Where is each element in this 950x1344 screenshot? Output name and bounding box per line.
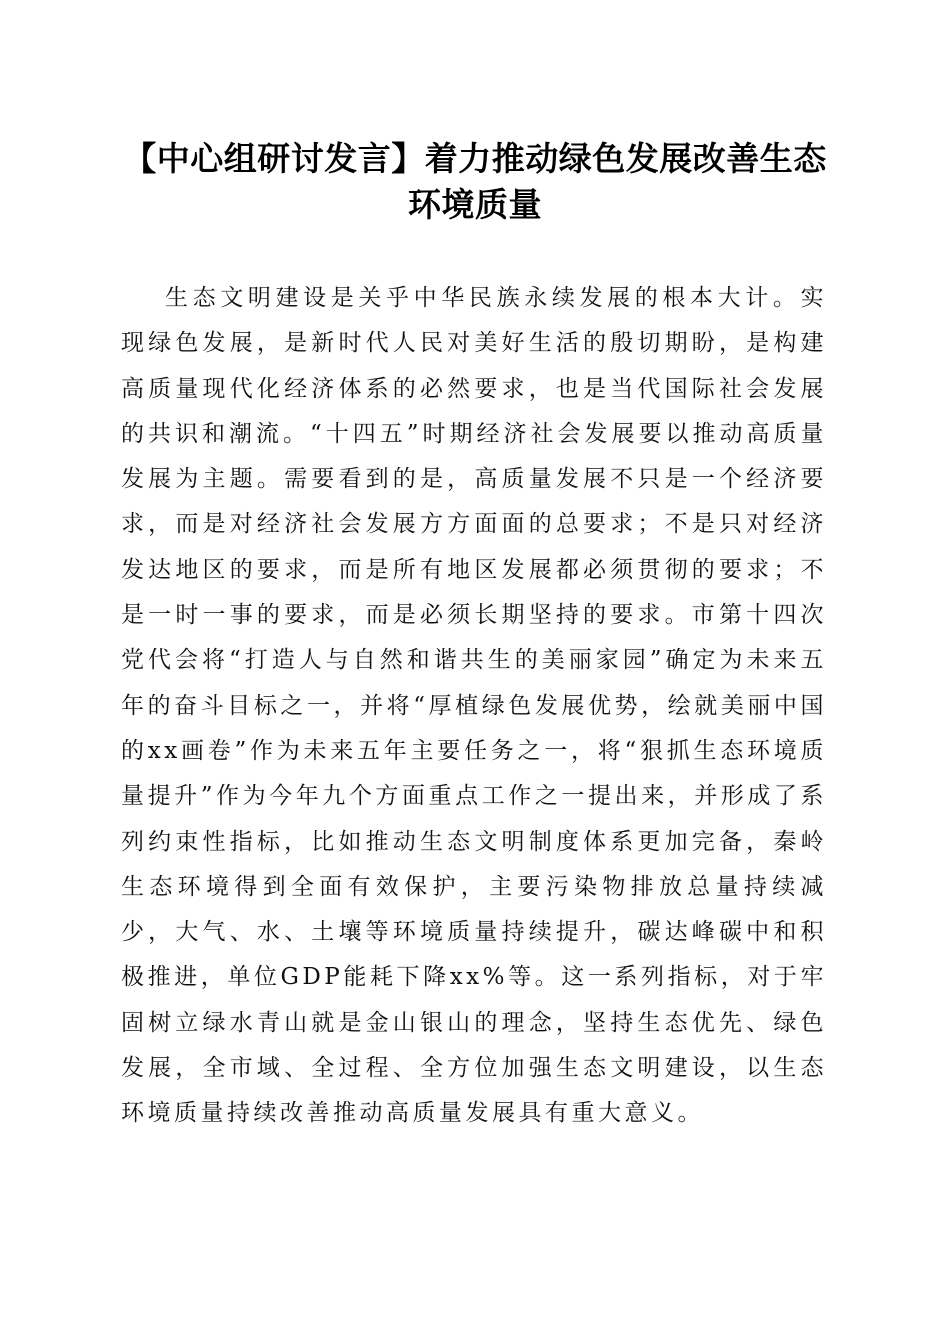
- body-paragraph: 生态文明建设是关乎中华民族永续发展的根本大计。实现绿色发展，是新时代人民对美好生活的殷切期盼，是构建高质量现代化经济体系的必然要求，也是当代国际社会发展的共识和潮流。“十四五”时期经济社会发展要以推动高质量发展为主题。需要看到的是，高质量发展不只是一个经济要求，而是对经济社会发展方方面面的总要求；不是只对经济发达地区的要求，而是所有地区发展都必须贯彻的要求；不是一时一事的要求，而是必须长期坚持的要求。市第十四次党代会将“打造人与自然和谐共生的美丽家园”确定为未来五年的奋斗目标之一，并将“厚植绿色发展优势，绘就美丽中国的xx画卷”作为未来五年主要任务之一，将“狠抓生态环境质量提升”作为今年九个方面重点工作之一提出来，并形成了系列约束性指标，比如推动生态文明制度体系更加完备，秦岭生态环境得到全面有效保护，主要污染物排放总量持续减少，大气、水、土壤等环境质量持续提升，碳达峰碳中和积极推进，单位GDP能耗下降xx%等。这一系列指标，对于牢固树立绿水青山就是金山银山的理念，坚持生态优先、绿色发展，全市域、全过程、全方位加强生态文明建设，以生态环境质量持续改善推动高质量发展具有重大意义。: [121, 285, 827, 1127]
- document-title: 【中心组研讨发言】着力推动绿色发展改善生态环境质量: [123, 139, 827, 224]
